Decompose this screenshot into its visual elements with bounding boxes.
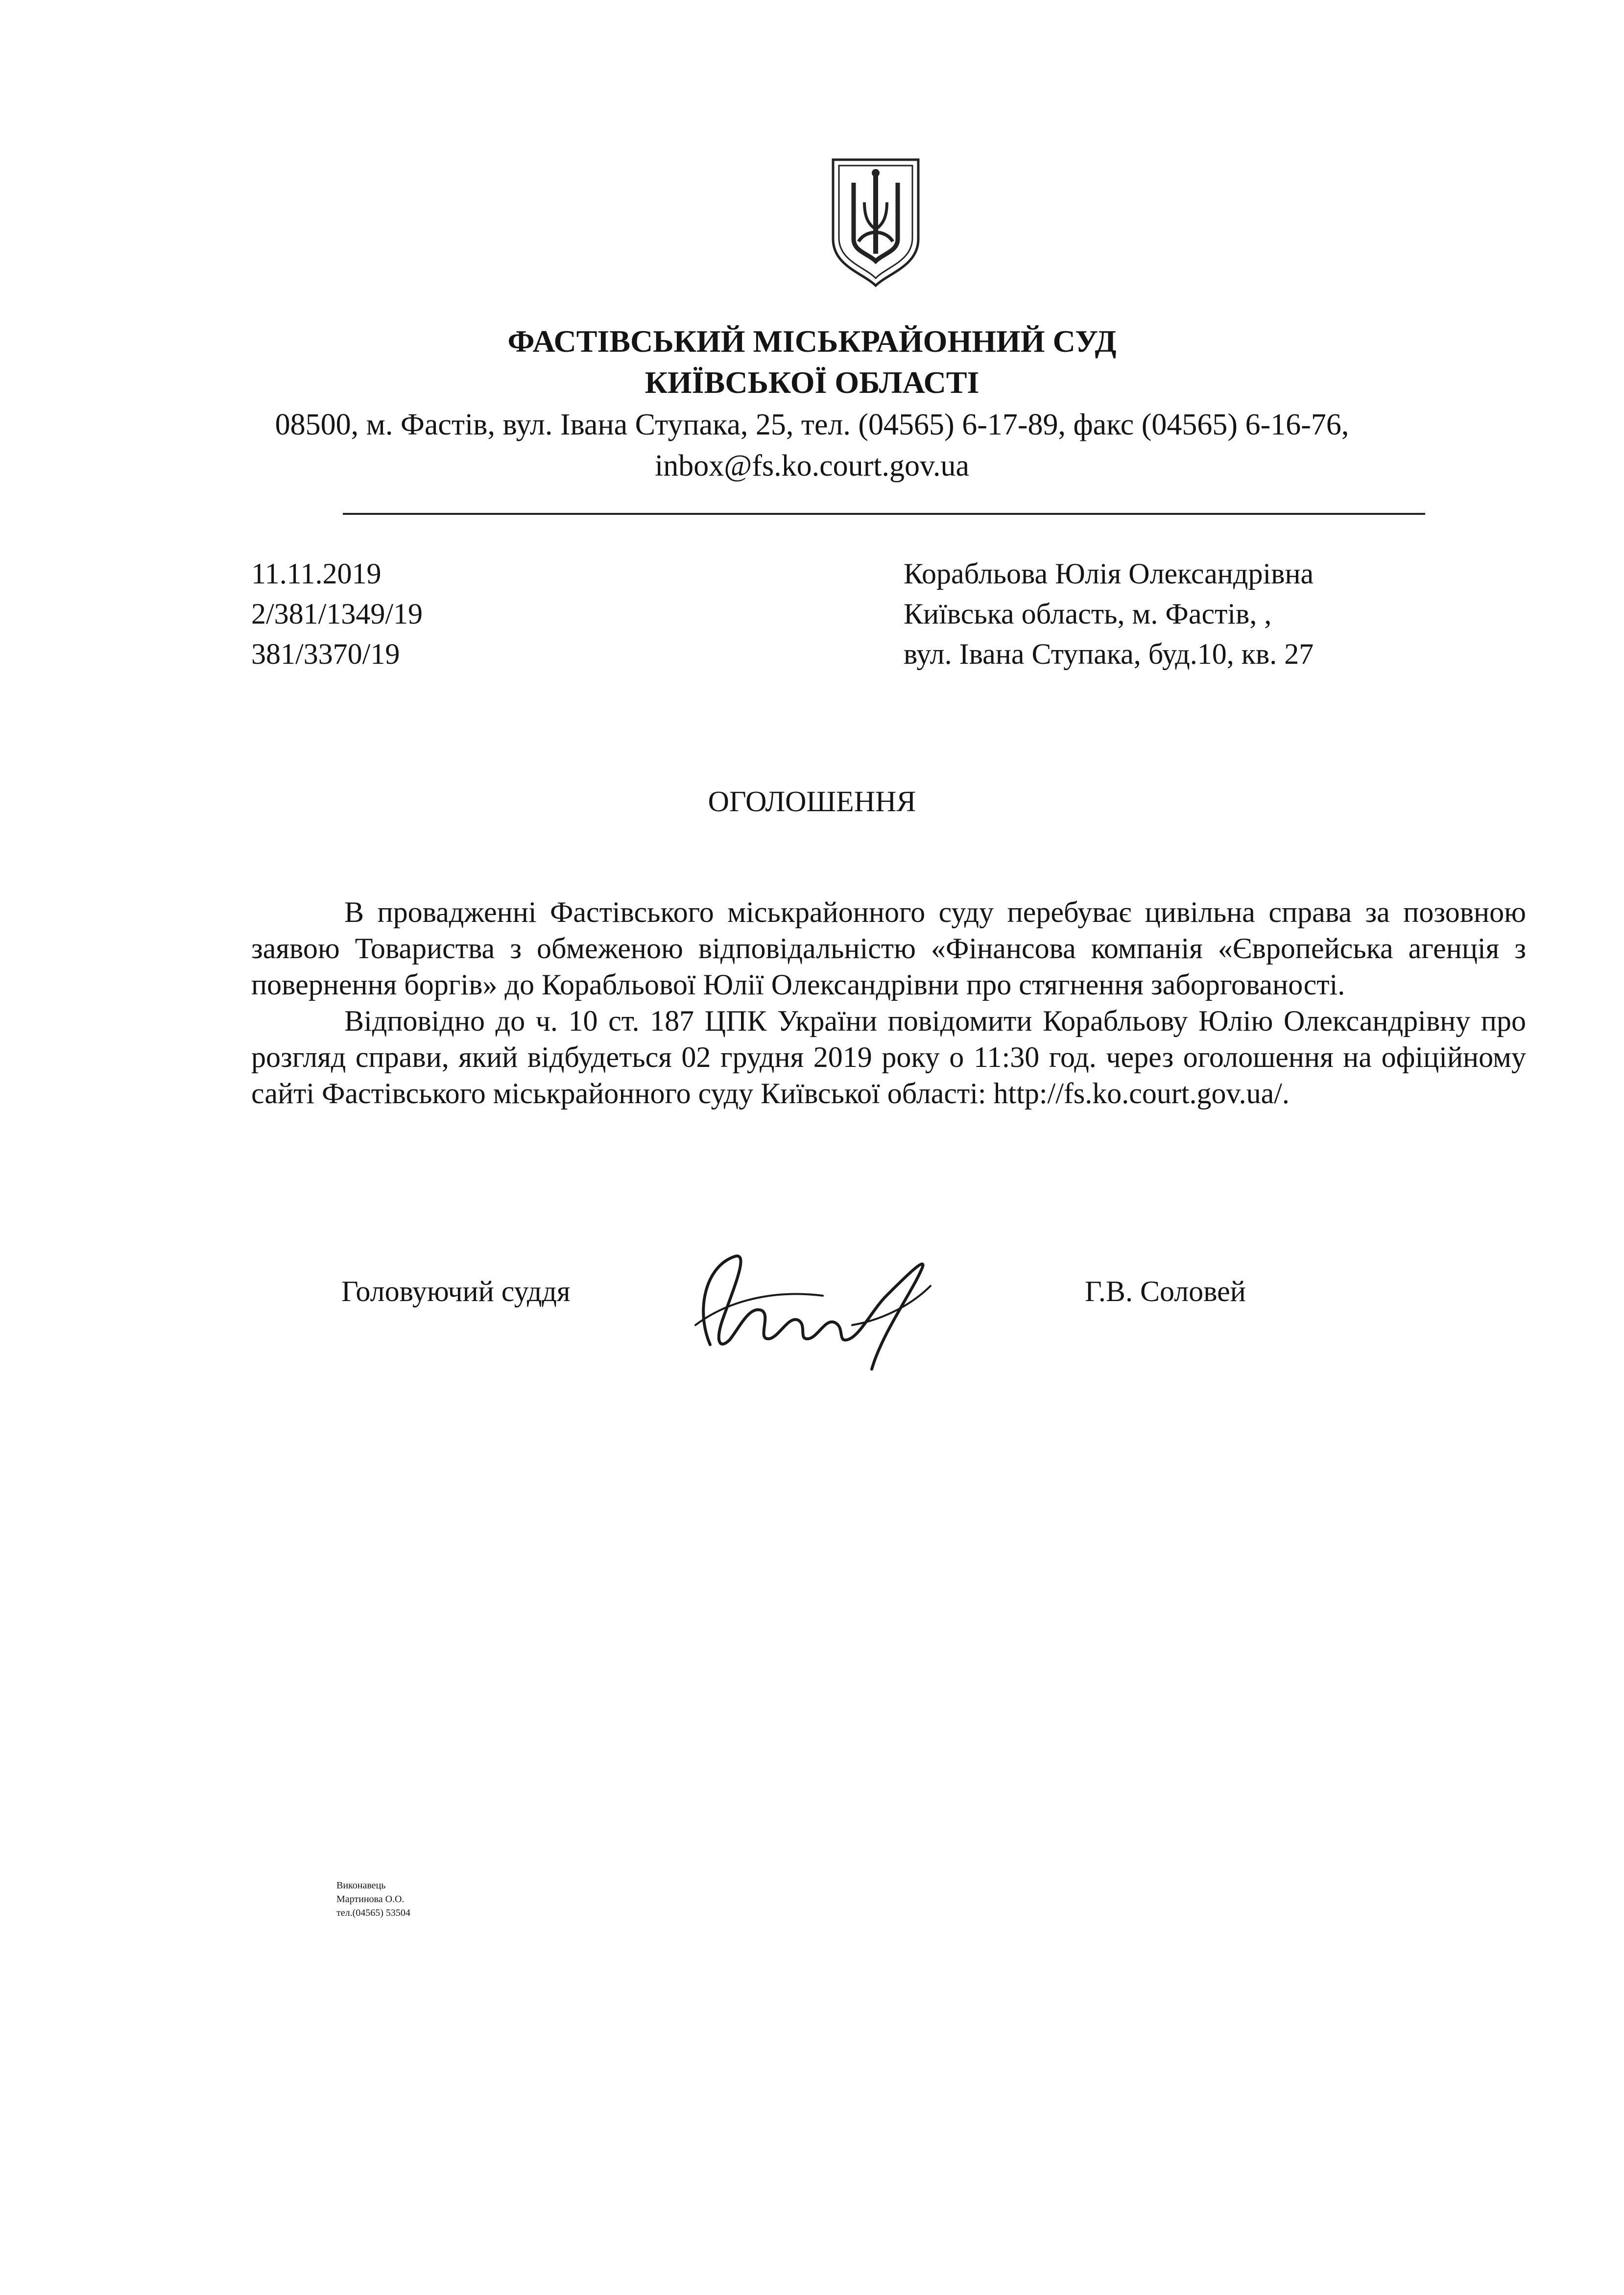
executor-phone: тел.(04565) 53504: [336, 1908, 410, 1918]
court-email: inbox@fs.ko.court.gov.ua: [655, 449, 969, 483]
court-address: [0, 404, 1624, 486]
judge-title: Головуючий суддя: [341, 1275, 571, 1307]
court-address-line: 08500, м. Фастів, вул. Івана Ступака, 25, тел. (04565) 6-17-89, факс (04565) 6-16-76,: [275, 408, 1349, 441]
header-divider: [343, 513, 1425, 515]
addressee-block: [904, 554, 1314, 674]
body-paragraph: Відповідно до ч. 10 ст. 187 ЦПК України повідомити Корабльову Юлію Олександрівну про розгляд справи, який відбудеться 02 грудня 2019 року о 11:30 год. через оголошення на офіційному сайті Фастівського міськрайонного суду Київської області: http://fs.ko.court.gov.ua/.: [251, 1005, 1526, 1110]
announcement-body: [251, 894, 1526, 1111]
body-paragraph: В провадженні Фастівського міськрайонного суду перебуває цивільна справа за позовною заявою Товариства з обмеженою відповідальністю «Фінансова компанія «Європейська агенція з повернення боргів» до Корабльової Юлії Олександрівни про стягнення заборгованості.: [251, 896, 1526, 1001]
executor-note: [336, 1879, 410, 1920]
case-number: 2/381/1349/19: [251, 598, 423, 630]
document-date: 11.11.2019: [251, 557, 382, 590]
court-name-line2: КИЇВСЬКОЇ ОБЛАСТІ: [645, 365, 979, 400]
coat-of-arms-icon: [829, 156, 922, 288]
addressee-name: Корабльова Юлія Олександрівна: [904, 557, 1314, 590]
handwritten-signature: [676, 1222, 950, 1384]
document-title: ОГОЛОШЕННЯ: [708, 785, 916, 818]
executor-label: Виконавець: [336, 1880, 386, 1891]
signature-row: [0, 1269, 1624, 1367]
court-name-line1: ФАСТІВСЬКИЙ МІСЬКРАЙОННИЙ СУД: [507, 324, 1117, 359]
registry-number: 381/3370/19: [251, 638, 400, 670]
executor-name: Мартинова О.О.: [336, 1894, 405, 1905]
addressee-region: Київська область, м. Фастів, ,: [904, 598, 1272, 630]
judge-name: Г.В. Соловей: [1085, 1275, 1246, 1307]
document-meta: [251, 554, 423, 674]
court-name: [0, 321, 1624, 403]
addressee-street: вул. Івана Ступака, буд.10, кв. 27: [904, 638, 1314, 670]
